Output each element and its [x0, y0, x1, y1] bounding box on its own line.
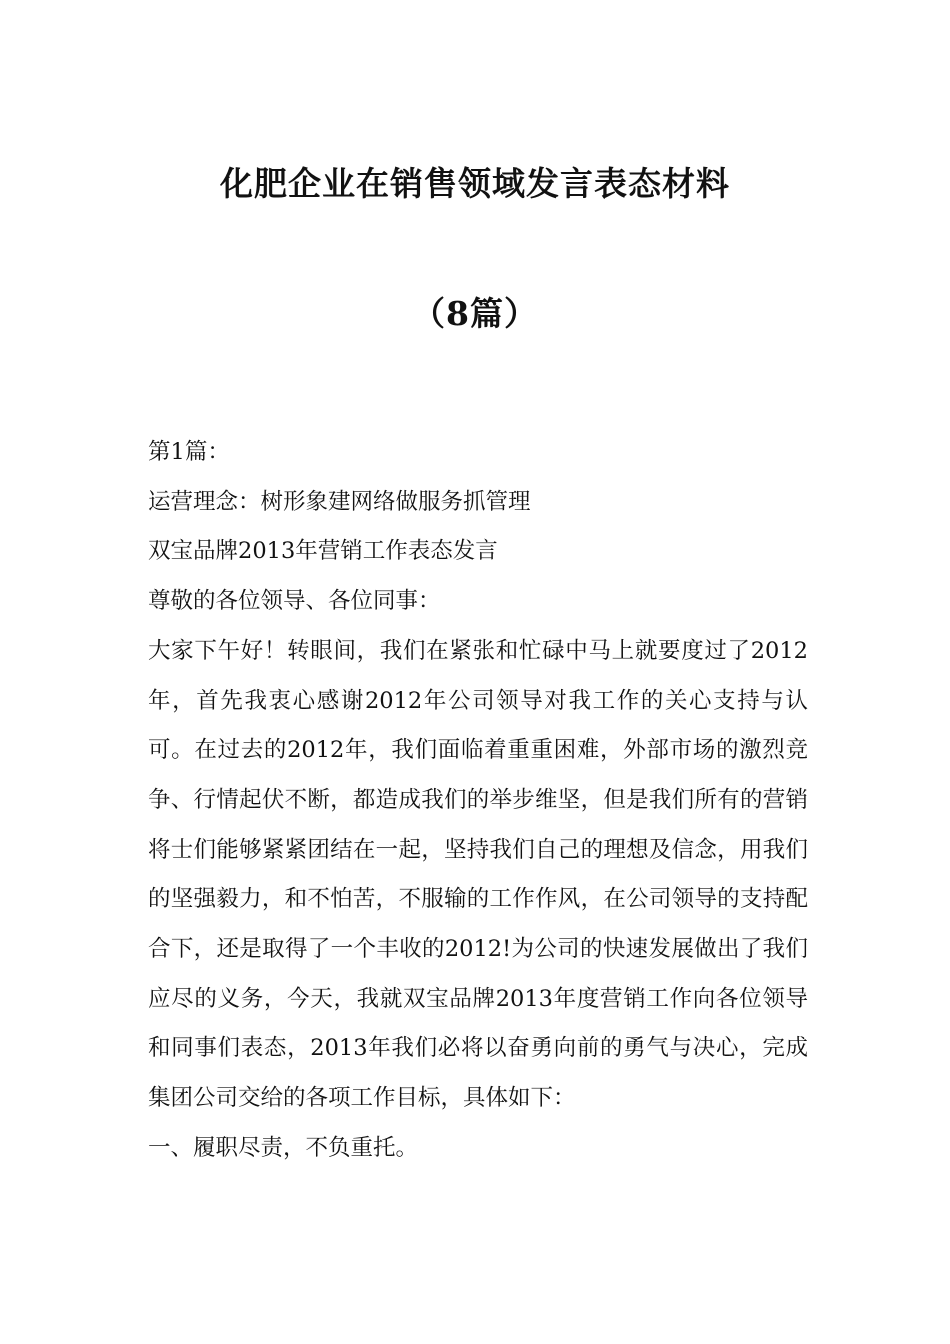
speech-title: 双宝品牌2013年营销工作表态发言 [148, 538, 498, 565]
section-label: 第1篇： [148, 439, 230, 465]
salutation: 尊敬的各位领导、各位同事： [148, 588, 441, 615]
document-body [148, 428, 808, 1174]
operating-concept: 运营理念：树形象建网络做服务抓管理 [148, 488, 531, 515]
document-subtitle: （8篇） [412, 294, 538, 333]
body-paragraph: 大家下午好！转眼间，我们在紧张和忙碌中马上就要度过了2012年，首先我衷心感谢2012年公司领导对我工作的关心支持与认可。在过去的2012年，我们面临着重重困难，外部市场的激烈竞争、行情起伏不断，都造成我们的举步维坚，但是我们所有的营销将士们能够紧紧团结在一起，坚持我们自己的理想及信念，用我们的坚强毅力，和不怕苦，不服输的工作作风，在公司领导的支持配合下，还是取得了一个丰收的2012!为公司的快速发展做出了我们应尽的义务，今天，我就双宝品牌2013年度营销工作向各位领导和同事们表态，2013年我们必将以奋勇向前的勇气与决心，完成集团公司交给的各项工作目标，具体如下： [148, 637, 808, 1112]
section-heading: 一、履职尽责，不负重托。 [148, 1134, 419, 1161]
document-title: 化肥企业在销售领域发言表态材料 [220, 164, 730, 203]
